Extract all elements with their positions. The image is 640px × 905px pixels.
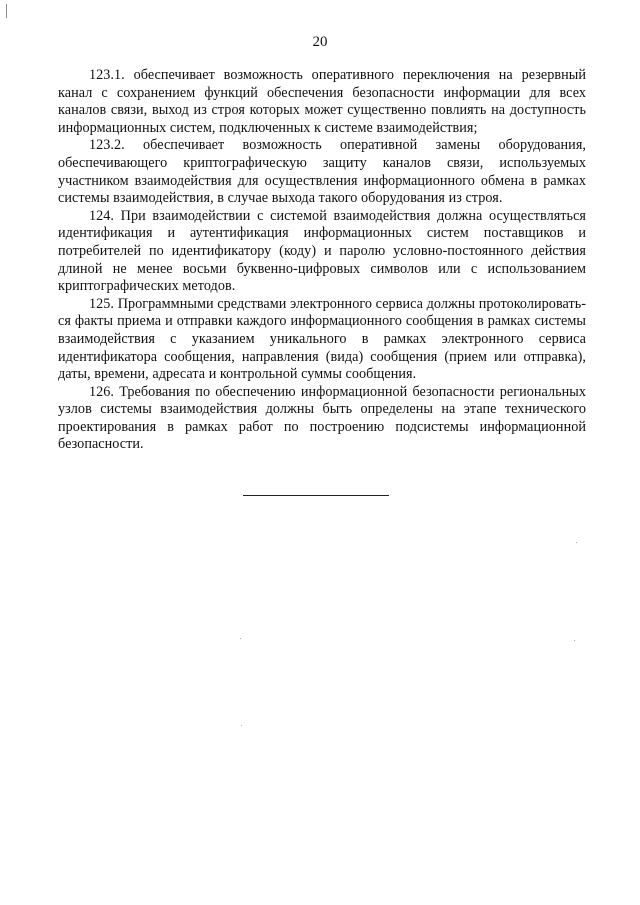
scan-mark: [6, 4, 7, 18]
end-of-text-divider: [243, 495, 389, 496]
paragraph-125: 125. Программными средствами электронного сервиса должны протоколироваться факты приема и отправки каждого информационного сообщения в рамках системы взаимодействия с указанием уникального в рамках электронного сервиса идентификатора сообщения, направления (вида) сообщения (прием или отправка), даты, времени, адресата и контрольной суммы сообщения.: [58, 295, 586, 383]
scan-speck: [240, 638, 241, 639]
scan-speck: [241, 725, 242, 726]
page-number: 20: [312, 34, 328, 50]
paragraph-124: 124. При взаимодействии с системой взаимодействия должна осуществляться идентификация и аутентификация информационных систем поставщиков и потребителей по идентификатору (коду) и паролю условно-постоянного действия длиной не менее восьми буквенно-цифровых символов или с использованием криптографических методов.: [58, 207, 586, 295]
paragraph-123-2: 123.2. обеспечивает возможность оперативной замены оборудования, обеспечивающего криптографическую защиту каналов связи, используемых участником взаимодействия для осуществления информационного обмена в рамках системы взаимодействия, в случае выхода такого оборудования из строя.: [58, 137, 586, 207]
scan-speck: [576, 542, 577, 543]
scan-speck: [574, 640, 575, 641]
paragraph-123-1: 123.1. обеспечивает возможность оперативного переключения на резервный канал с сохранением функций обеспечения безопасности информации для всех каналов связи, выход из строя которых может существенно повлиять на доступность информационных систем, подключенных к системе взаимодействия;: [58, 67, 586, 136]
document-body: [58, 67, 586, 454]
paragraph-126: 126. Требования по обеспечению информационной безопасности региональных узлов системы взаимодействия должны быть определены на этапе технического проектирования в рамках работ по построению подсистемы информационной безопасности.: [58, 383, 586, 453]
